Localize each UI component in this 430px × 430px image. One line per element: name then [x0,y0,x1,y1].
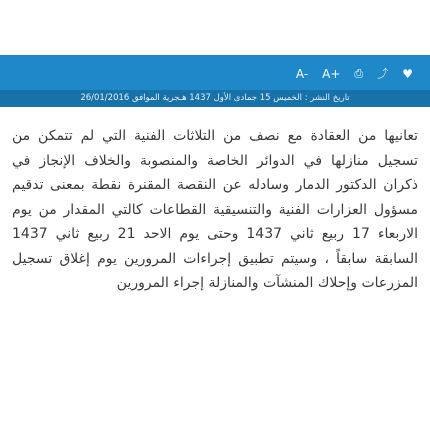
font-increase-button[interactable]: A+ [322,67,341,81]
share-icon: ⤴ [377,67,389,80]
article-toolbar [8,61,418,87]
print-button[interactable] [349,61,368,87]
print-icon: ⎙ [354,67,364,80]
top-whitespace [0,0,430,55]
favorite-button[interactable] [397,61,418,87]
article-body [12,124,418,296]
share-button[interactable] [372,61,393,87]
article-paragraph: تعانيها من العقادة مع نصف من التلاثات الفنية التي لم تتمكن من تسجيل منازلها في الدوائر الخاصة والمنصوبة والخلاف الإنجاز في ذكران الدكتور الدمار وسادله عن النقصة المقنرة نقطة بمعنى تدقيم مسؤول العزارات الفنية والتنسيقية القطاعات كالتي المقدار من يوم الاربعاء 17 ربيع ثاني 1437 وحتى يوم الاحد 21 ربيع ثاني 1437 السابقة سابقاً ، وسيتم تطبيق إجراءات المرورين يوم إغلاق تسجيل المزرعات وإحلاك المنشآت والمنازلة إجراء المرورين [12,128,418,291]
publish-date: تاريخ النشر : الخميس 15 جمادى الأول 1437 هـجرية الموافق 26/01/2016 [0,90,430,107]
font-decrease-button[interactable]: A- [295,67,309,81]
heart-icon: ♥ [402,67,413,81]
article-header-bar [0,55,430,107]
